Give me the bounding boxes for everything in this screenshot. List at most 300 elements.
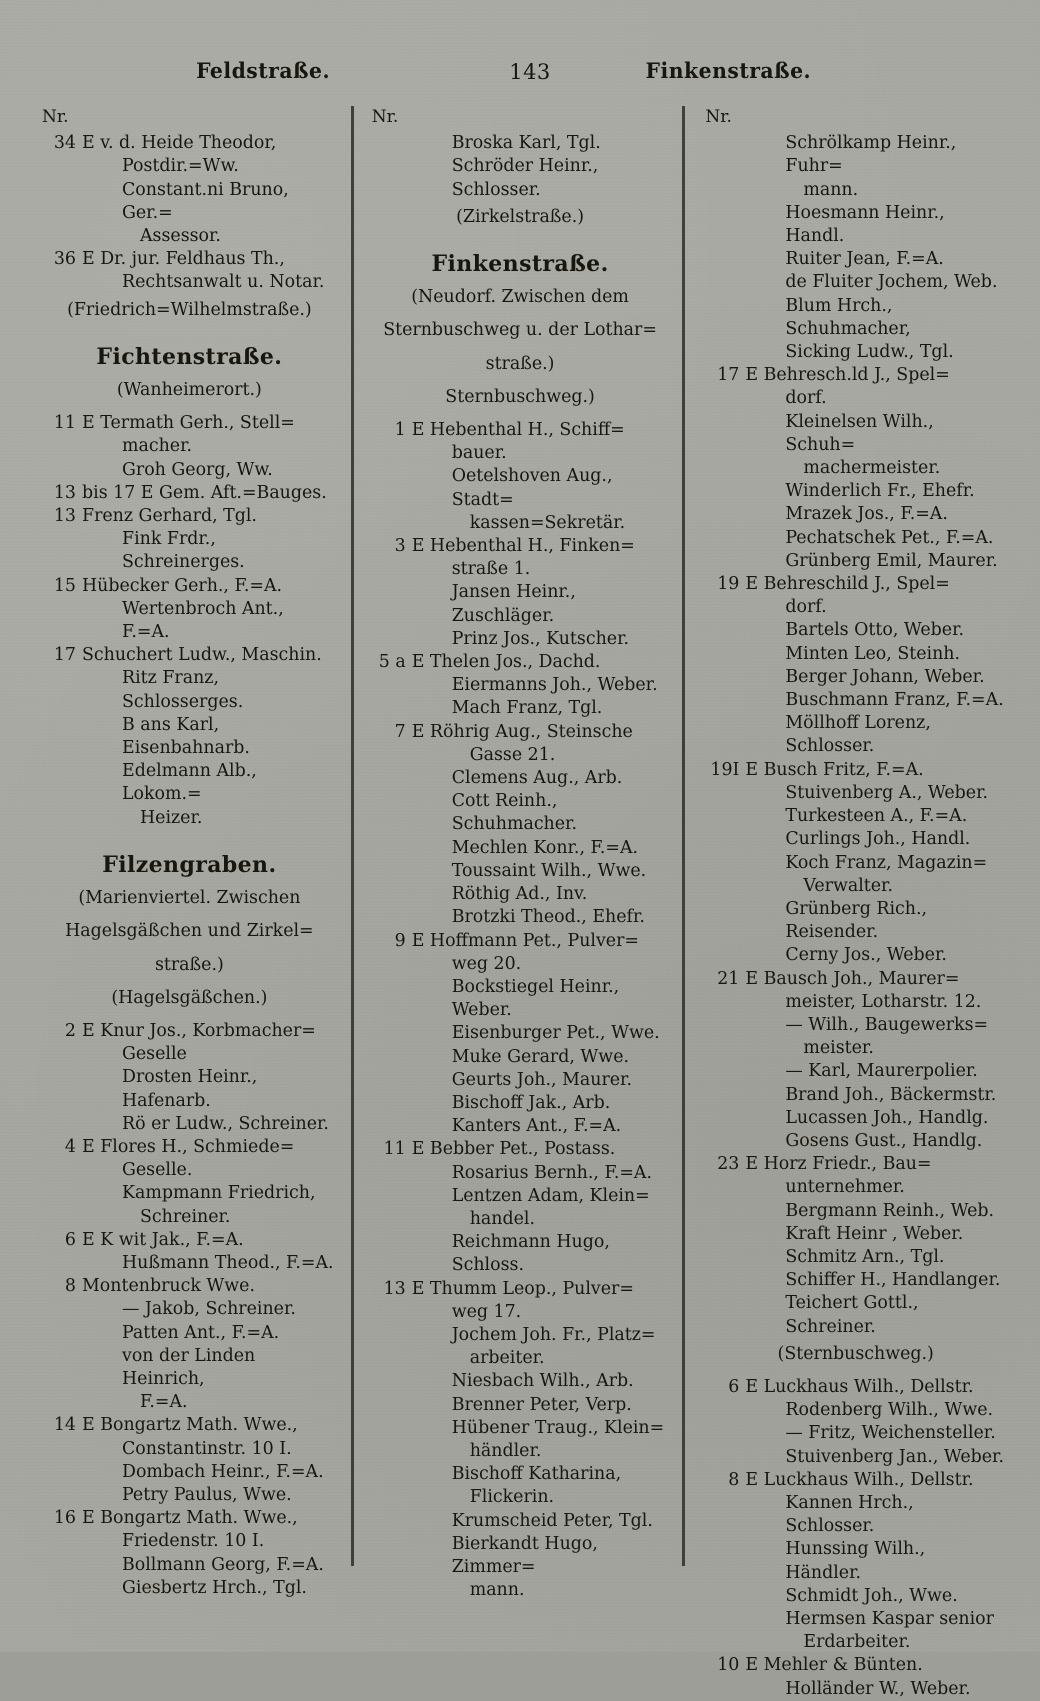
entry-line — [705, 364, 1006, 387]
entry-line — [705, 619, 1006, 642]
entry-line — [372, 132, 669, 155]
page-header — [46, 58, 994, 92]
entry-text: E Bongartz Math. Wwe., — [82, 1415, 298, 1436]
entry-line — [42, 505, 337, 528]
entry-line — [705, 968, 1006, 991]
entry-line — [705, 1422, 1006, 1445]
entry-text: — Wilh., Baugewerks= — [785, 1014, 989, 1035]
entry-line — [705, 991, 1006, 1014]
column-1 — [42, 106, 347, 1622]
directory-entry — [42, 1136, 337, 1182]
entry-text: meister. — [803, 1038, 874, 1059]
entry-line — [372, 790, 669, 836]
directory-entry — [42, 1252, 337, 1275]
directory-entry — [372, 1417, 669, 1463]
entry-text: E Behreschild J., Spel= — [745, 574, 950, 595]
entry-line — [372, 883, 669, 906]
entry-line — [42, 644, 337, 667]
entry-line — [42, 1507, 337, 1530]
directory-entry — [372, 1185, 669, 1231]
directory-entry — [372, 1394, 669, 1417]
directory-entry — [705, 1060, 1006, 1083]
entry-line — [42, 1113, 337, 1136]
entry-text: Blum Hrch., Schuhmacher, — [785, 295, 911, 339]
entry-line — [705, 480, 1006, 503]
directory-entry — [705, 944, 1006, 967]
directory-entry — [705, 643, 1006, 666]
entry-text: E Thumm Leop., Pulver= — [411, 1278, 634, 1299]
entry-line — [372, 1162, 669, 1185]
entry-line — [705, 596, 1006, 619]
house-number: 11 — [383, 1139, 406, 1160]
entry-text: Grünberg Emil, Maurer. — [785, 550, 998, 571]
entry-line — [372, 1301, 669, 1324]
directory-entry — [705, 364, 1006, 410]
entry-line — [705, 828, 1006, 851]
directory-entry — [705, 1246, 1006, 1269]
directory-entry — [705, 1469, 1006, 1492]
entry-text: Assessor. — [140, 226, 221, 247]
directory-entry — [372, 581, 669, 627]
entry-line — [372, 1370, 669, 1393]
entry-text: Stuivenberg A., Weber. — [785, 782, 988, 803]
page-columns — [42, 106, 1006, 1699]
house-number: 5 a — [378, 652, 406, 673]
entry-line — [705, 1608, 1006, 1631]
directory-entry — [372, 674, 669, 697]
entry-text: Gasse 21. — [469, 744, 556, 765]
directory-entry — [705, 968, 1006, 1014]
entry-text: Hermsen Kaspar senior — [785, 1609, 994, 1629]
entry-line — [42, 412, 337, 435]
house-number: 6 — [64, 1229, 76, 1250]
entry-line — [372, 930, 669, 953]
entry-text: Reichmann Hugo, Schloss. — [451, 1232, 610, 1276]
entry-text: Lucassen Joh., Handlg. — [785, 1107, 989, 1128]
entry-line — [372, 976, 669, 1022]
entry-text: Kannen Hrch., Schlosser. — [785, 1492, 914, 1537]
entry-text: Edelmann Alb., Lokom.= — [122, 761, 257, 805]
house-number: 13 — [53, 506, 76, 527]
page-number: 143 — [509, 60, 551, 84]
directory-entry — [42, 132, 337, 178]
entry-text: Friedenstr. 10 I. — [122, 1531, 265, 1552]
entry-text: Kampmann Friedrich, — [122, 1183, 316, 1204]
entry-text: Cerny Jos., Weber. — [785, 945, 947, 966]
entry-line — [42, 760, 337, 806]
entry-text: Bockstiegel Heinr., Weber. — [451, 976, 620, 1021]
directory-entry — [42, 1229, 337, 1252]
entry-text: von der Linden Heinrich, — [122, 1345, 256, 1389]
entry-line — [372, 442, 669, 465]
entry-line — [705, 1399, 1006, 1422]
entry-text: machermeister. — [803, 458, 941, 479]
entry-text: Erdarbeiter. — [803, 1632, 911, 1653]
entry-line — [705, 1084, 1006, 1107]
entry-line — [372, 721, 669, 744]
entry-line — [372, 1092, 669, 1115]
entry-text: E Hoffmann Pet., Pulver= — [411, 930, 639, 951]
entry-line — [372, 651, 669, 674]
entry-line — [372, 1463, 669, 1486]
entry-line — [705, 759, 1006, 782]
directory-entry — [42, 667, 337, 713]
street-note: straße.) — [485, 353, 555, 374]
entry-text: Bartels Otto, Weber. — [785, 620, 964, 641]
entry-text: E Bongartz Math. Wwe., — [82, 1508, 298, 1529]
entry-text: Wertenbroch Ant., F.=A. — [122, 598, 284, 643]
entry-line — [372, 860, 669, 883]
entry-text: Geselle — [122, 1044, 187, 1065]
entry-line — [705, 1060, 1006, 1083]
house-number: 9 — [394, 930, 406, 951]
entry-text: Jochem Joh. Fr., Platz= — [451, 1324, 656, 1345]
directory-entry — [372, 837, 669, 860]
entry-text: Frenz Gerhard, Tgl. — [82, 506, 257, 527]
entry-text: Krumscheid Peter, Tgl. — [451, 1510, 653, 1531]
entry-line — [42, 1206, 337, 1229]
entry-line — [372, 1533, 669, 1579]
entry-text: Gosens Gust., Handlg. — [785, 1130, 983, 1151]
entry-text: — Fritz, Weichensteller. — [785, 1423, 996, 1444]
entry-text: E Knur Jos., Korbmacher= — [82, 1020, 316, 1041]
directory-entry — [705, 1446, 1006, 1469]
entry-text: Hübecker Gerh., F.=A. — [82, 575, 283, 596]
house-number: 21 — [717, 968, 740, 989]
entry-line — [705, 852, 1006, 875]
directory-entry — [372, 767, 669, 790]
directory-entry — [705, 666, 1006, 689]
entry-line — [705, 387, 1006, 410]
entry-text: Verwalter. — [803, 875, 893, 896]
directory-entry — [42, 1461, 337, 1484]
entry-line — [372, 953, 669, 976]
directory-entry — [42, 1577, 337, 1600]
entry-line — [705, 1292, 1006, 1338]
directory-entry — [705, 712, 1006, 758]
entry-text: E Hebenthal H., Finken= — [411, 536, 635, 557]
entry-text: weg 20. — [451, 953, 522, 974]
column-3-nr-label: Nr. — [705, 107, 732, 127]
directory-entry — [705, 550, 1006, 573]
entry-text: Rö er Ludw., Schreiner. — [122, 1113, 329, 1134]
directory-entry — [372, 883, 669, 906]
directory-entry — [705, 527, 1006, 550]
entry-line — [705, 202, 1006, 248]
entry-text: Bierkandt Hugo, Zimmer= — [451, 1533, 598, 1577]
entry-text: Rodenberg Wilh., Wwe. — [785, 1400, 994, 1421]
entry-text: Kraft Heinr , Weber. — [785, 1223, 964, 1244]
entry-line — [42, 132, 337, 155]
directory-entry — [42, 1345, 337, 1415]
directory-entry — [705, 1084, 1006, 1107]
entry-line — [705, 295, 1006, 341]
directory-entry — [705, 782, 1006, 805]
house-number: 8 — [728, 1469, 740, 1490]
entry-text: Brenner Peter, Verp. — [451, 1394, 632, 1415]
entry-text: Schmitz Arn., Tgl. — [785, 1246, 945, 1267]
entry-line — [372, 1510, 669, 1533]
entry-line — [42, 667, 337, 713]
entry-line — [42, 248, 337, 271]
entry-text: dorf. — [785, 597, 827, 618]
entry-line — [42, 1577, 337, 1600]
directory-entry — [372, 1115, 669, 1138]
directory-entry — [42, 1322, 337, 1345]
column-1-nr-label: Nr. — [42, 107, 69, 127]
directory-entry — [42, 505, 337, 528]
entry-text: bauer. — [451, 443, 507, 464]
entry-text: E K wit Jak., F.=A. — [82, 1229, 244, 1250]
entry-text: Clemens Aug., Arb. — [451, 768, 623, 789]
entry-text: Lentzen Adam, Klein= — [451, 1185, 650, 1206]
entry-line — [372, 558, 669, 581]
entry-line — [372, 581, 669, 627]
entry-text: Geselle. — [122, 1160, 193, 1181]
house-number: 4 — [64, 1136, 76, 1157]
directory-entry — [705, 411, 1006, 481]
entry-text: Stuivenberg Jan., Weber. — [785, 1446, 1004, 1467]
directory-entry — [42, 1298, 337, 1321]
directory-entry — [705, 1585, 1006, 1608]
house-number: 6 — [728, 1376, 740, 1397]
entry-text: Montenbruck Wwe. — [82, 1276, 255, 1297]
entry-text: E Hebenthal H., Schiff= — [411, 420, 625, 441]
directory-entry — [372, 906, 669, 929]
entry-line — [705, 1037, 1006, 1060]
entry-line — [705, 1678, 1006, 1701]
entry-text: Kanters Ant., F.=A. — [451, 1116, 622, 1137]
entry-line — [372, 674, 669, 697]
entry-text: Toussaint Wilh., Wwe. — [451, 860, 647, 881]
entry-line — [705, 1176, 1006, 1199]
entry-line — [42, 1461, 337, 1484]
entry-text: E Horz Friedr., Bau= — [745, 1154, 932, 1175]
entry-text: Dombach Heinr., F.=A. — [122, 1461, 324, 1482]
street-note: (Friedrich=Wilhelmstraße.) — [67, 299, 312, 320]
directory-entry — [42, 1275, 337, 1298]
directory-entry — [372, 1022, 669, 1045]
entry-line — [372, 1417, 669, 1440]
entry-line — [42, 1229, 337, 1252]
entry-line — [705, 1376, 1006, 1399]
directory-entry — [372, 1510, 669, 1533]
street-heading: Finkenstraße. — [431, 251, 609, 278]
house-number: 3 — [394, 536, 406, 557]
directory-entry — [372, 1324, 669, 1370]
header-left-street: Feldstraße. — [196, 58, 331, 83]
entry-line — [372, 767, 669, 790]
directory-entry — [705, 805, 1006, 828]
entry-text: Hübener Traug., Klein= — [451, 1417, 665, 1438]
entry-text: Bergmann Reinh., Web. — [785, 1200, 995, 1221]
directory-entry — [705, 295, 1006, 341]
entry-text: meister, Lotharstr. 12. — [785, 991, 982, 1012]
directory-entry — [42, 1113, 337, 1136]
column-3 — [689, 106, 1006, 1699]
street-note: Hagelsgäßchen und Zirkel= — [65, 921, 314, 942]
entry-line — [705, 1014, 1006, 1037]
entry-line — [705, 689, 1006, 712]
entry-line — [42, 459, 337, 482]
directory-entry — [42, 1484, 337, 1507]
directory-entry — [42, 179, 337, 249]
entry-line — [705, 782, 1006, 805]
entry-line — [372, 1138, 669, 1161]
directory-entry — [705, 202, 1006, 248]
header-right-street: Finkenstraße. — [645, 58, 812, 83]
directory-entry — [372, 1463, 669, 1509]
directory-entry — [705, 1223, 1006, 1246]
entry-text: Kleinelsen Wilh., Schuh= — [785, 411, 934, 455]
directory-entry — [372, 1533, 669, 1603]
house-number: 2 — [64, 1020, 76, 1041]
directory-entry — [705, 341, 1006, 364]
street-note: (Neudorf. Zwischen dem — [411, 287, 629, 308]
entry-text: Bischoff Katharina, — [451, 1464, 622, 1485]
entry-text: Möllhoff Lorenz, Schlosser. — [785, 713, 931, 757]
entry-line — [42, 1159, 337, 1182]
house-number: 17 — [53, 645, 76, 666]
entry-line — [372, 1347, 669, 1370]
entry-text: Broska Karl, Tgl. — [451, 133, 601, 154]
entry-text: F.=A. — [140, 1392, 188, 1413]
entry-line — [42, 1020, 337, 1043]
directory-entry — [372, 860, 669, 883]
directory-entry — [705, 1399, 1006, 1422]
entry-line — [42, 1066, 337, 1112]
entry-line — [372, 1278, 669, 1301]
directory-entry — [705, 480, 1006, 503]
entry-text: Ritz Franz, Schlosserges. — [122, 668, 244, 712]
entry-text: dorf. — [785, 388, 827, 409]
directory-entry — [705, 1678, 1006, 1701]
house-number: 15 — [53, 575, 76, 596]
entry-text: Buschmann Franz, F.=A. — [785, 690, 1004, 711]
entry-text: E Luckhaus Wilh., Dellstr. — [745, 1469, 974, 1490]
entry-line — [705, 805, 1006, 828]
directory-entry — [42, 598, 337, 644]
entry-line — [372, 1394, 669, 1417]
house-number: 14 — [53, 1415, 76, 1436]
directory-entry — [42, 248, 337, 294]
entry-line — [42, 1322, 337, 1345]
street-note: straße.) — [154, 954, 224, 975]
directory-entry — [705, 898, 1006, 944]
directory-entry — [372, 419, 669, 465]
directory-entry — [372, 1231, 669, 1277]
entry-text: Geurts Joh., Maurer. — [451, 1069, 632, 1090]
entry-text: Ruiter Jean, F.=A. — [785, 249, 944, 270]
entry-line — [372, 1208, 669, 1231]
entry-text: Drosten Heinr., Hafenarb. — [122, 1067, 258, 1111]
directory-entry — [42, 412, 337, 458]
column-2 — [358, 106, 679, 1622]
directory-entry — [705, 573, 1006, 619]
entry-text: E Luckhaus Wilh., Dellstr. — [745, 1376, 974, 1397]
entry-line — [42, 482, 337, 505]
street-note: (Marienviertel. Zwischen — [78, 888, 301, 909]
house-number: 19 — [717, 574, 740, 595]
entry-text: Grünberg Rich., Reisender. — [785, 898, 928, 943]
directory-entry — [705, 1376, 1006, 1399]
directory-entry — [42, 482, 337, 505]
entry-line — [42, 271, 337, 294]
entry-line — [372, 697, 669, 720]
directory-entry — [372, 1278, 669, 1324]
entry-line — [372, 465, 669, 511]
directory-entry — [705, 132, 1006, 202]
directory-entry — [42, 1414, 337, 1460]
entry-text: Flickerin. — [469, 1487, 555, 1508]
directory-entry — [372, 465, 669, 535]
street-note: Sternbuschweg.) — [445, 386, 595, 407]
entry-text: de Fluiter Jochem, Web. — [785, 272, 998, 293]
entry-line — [705, 898, 1006, 944]
entry-line — [372, 744, 669, 767]
house-number: 13 — [383, 1278, 406, 1299]
directory-entry — [372, 1162, 669, 1185]
entry-line — [705, 666, 1006, 689]
entry-text: unternehmer. — [785, 1177, 905, 1198]
directory-entry — [372, 651, 669, 674]
entry-line — [372, 1231, 669, 1277]
entry-text: E Busch Fritz, F.=A. — [745, 759, 924, 780]
entry-line — [42, 1414, 337, 1437]
directory-entry — [705, 1538, 1006, 1584]
entry-text: mann. — [803, 179, 859, 200]
directory-entry — [705, 619, 1006, 642]
directory-entry — [372, 1069, 669, 1092]
entry-line — [372, 1115, 669, 1138]
entry-text: Prinz Jos., Kutscher. — [451, 628, 630, 649]
entry-text: E v. d. Heide Theodor, — [82, 133, 277, 154]
entry-text: Sicking Ludw., Tgl. — [785, 342, 954, 363]
column-2-body — [372, 132, 669, 1602]
directory-entry — [705, 1654, 1006, 1677]
entry-text: Koch Franz, Magazin= — [785, 852, 988, 873]
entry-text: Brotzki Theod., Ehefr. — [451, 907, 645, 928]
directory-entry — [42, 1554, 337, 1577]
column-3-body — [705, 132, 1006, 1701]
entry-line — [705, 712, 1006, 758]
entry-line — [42, 1554, 337, 1577]
entry-line — [372, 1579, 669, 1602]
entry-text: Hußmann Theod., F.=A. — [122, 1252, 334, 1273]
entry-line — [705, 457, 1006, 480]
entry-line — [705, 1631, 1006, 1654]
street-heading: Fichtenstraße. — [96, 343, 283, 370]
entry-line — [42, 1136, 337, 1159]
house-number: 10 — [717, 1655, 740, 1676]
entry-text: mann. — [469, 1580, 525, 1601]
entry-line — [705, 1107, 1006, 1130]
entry-line — [372, 155, 669, 201]
entry-line — [372, 1440, 669, 1463]
entry-text: straße 1. — [451, 559, 531, 580]
directory-entry — [705, 1492, 1006, 1538]
directory-entry — [372, 976, 669, 1022]
entry-text: Petry Paulus, Wwe. — [122, 1484, 292, 1505]
directory-entry — [42, 1507, 337, 1553]
entry-line — [42, 575, 337, 598]
entry-line — [372, 906, 669, 929]
entry-line — [705, 573, 1006, 596]
entry-line — [42, 528, 337, 574]
entry-line — [705, 1469, 1006, 1492]
directory-entry — [705, 852, 1006, 898]
entry-text: Mach Franz, Tgl. — [451, 698, 603, 719]
